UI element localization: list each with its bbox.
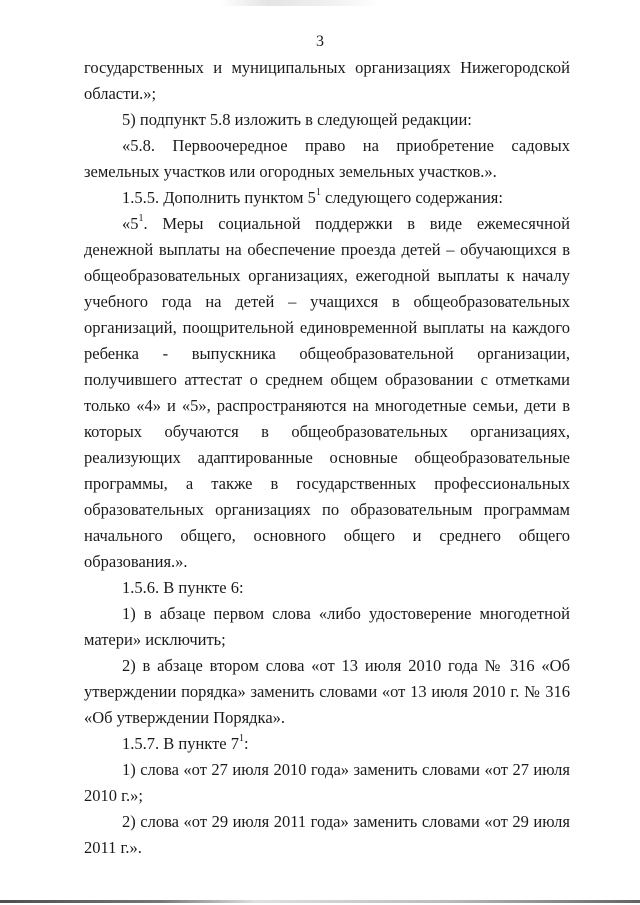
paragraph-1-5-7-text: 1.5.7. В пункте 7	[122, 734, 239, 753]
paragraph-1-5-5-text: 1.5.5. Дополнить пунктом 5	[122, 188, 316, 207]
superscript: 1	[239, 732, 244, 744]
paragraph-1-5-7-sub1: 1) слова «от 27 июля 2010 года» заменить словами «от 27 июля 2010 г.»;	[84, 760, 570, 805]
paragraph-1-5-6: 1.5.6. В пункте 6:	[122, 578, 244, 597]
paragraph-1-5-6-sub2: 2) в абзаце втором слова «от 13 июля 2010 года № 316 «Об утверждении порядка» заменить словами «от 13 июля 2010 г. № 316 «Об утверждении Порядка».	[84, 656, 570, 727]
page-number: 3	[316, 33, 324, 50]
paragraph-1-5-5	[84, 185, 570, 211]
superscript: 1	[315, 186, 321, 198]
paragraph-1-5-7	[84, 731, 570, 757]
paragraph-item-5-1	[84, 211, 570, 575]
paragraph-item-5-1-prefix: «5	[122, 214, 139, 233]
paragraph-continuation: государственных и муниципальных организациях Нижегородской области.»;	[84, 58, 570, 103]
paragraph-subitem-5: 5) подпункт 5.8 изложить в следующей редакции:	[122, 110, 472, 129]
paragraph-1-5-5-text-after: следующего содержания:	[320, 188, 503, 207]
paragraph-item-5-1-text: . Меры социальной поддержки в виде ежемесячной денежной выплаты на обеспечение проезда детей – обучающихся в общеобразовательных организациях, ежегодной выплаты к началу учебного года на детей – учащихся в общеобразовательных организаций, поощрительной единовременной выплаты на каждого ребенка - выпускника общеобразовательной организации, получившего аттестат о среднем общем образовании с отметками только «4» и «5», распространяются на многодетные семьи, дети в которых обучаются в общеобразовательных организациях, реализующих адаптированные основные общеобразовательные программы, а также в государственных профессиональных образовательных организациях по образовательным программам начального общего, основного общего и среднего общего образования.».	[84, 214, 570, 571]
scan-artifact-bottom	[0, 900, 640, 903]
document-body	[84, 55, 570, 861]
superscript: 1	[138, 212, 144, 224]
paragraph-1-5-7-sub2: 2) слова «от 29 июля 2011 года» заменить словами «от 29 июля 2011 г.».	[84, 812, 570, 857]
paragraph-1-5-7-text-after: :	[244, 734, 249, 753]
scan-artifact-top	[220, 0, 380, 6]
paragraph-item-5-8: «5.8. Первоочередное право на приобретение садовых земельных участков или огородных земельных участков.».	[84, 136, 570, 181]
paragraph-1-5-6-sub1: 1) в абзаце первом слова «либо удостоверение многодетной матери» исключить;	[84, 604, 570, 649]
